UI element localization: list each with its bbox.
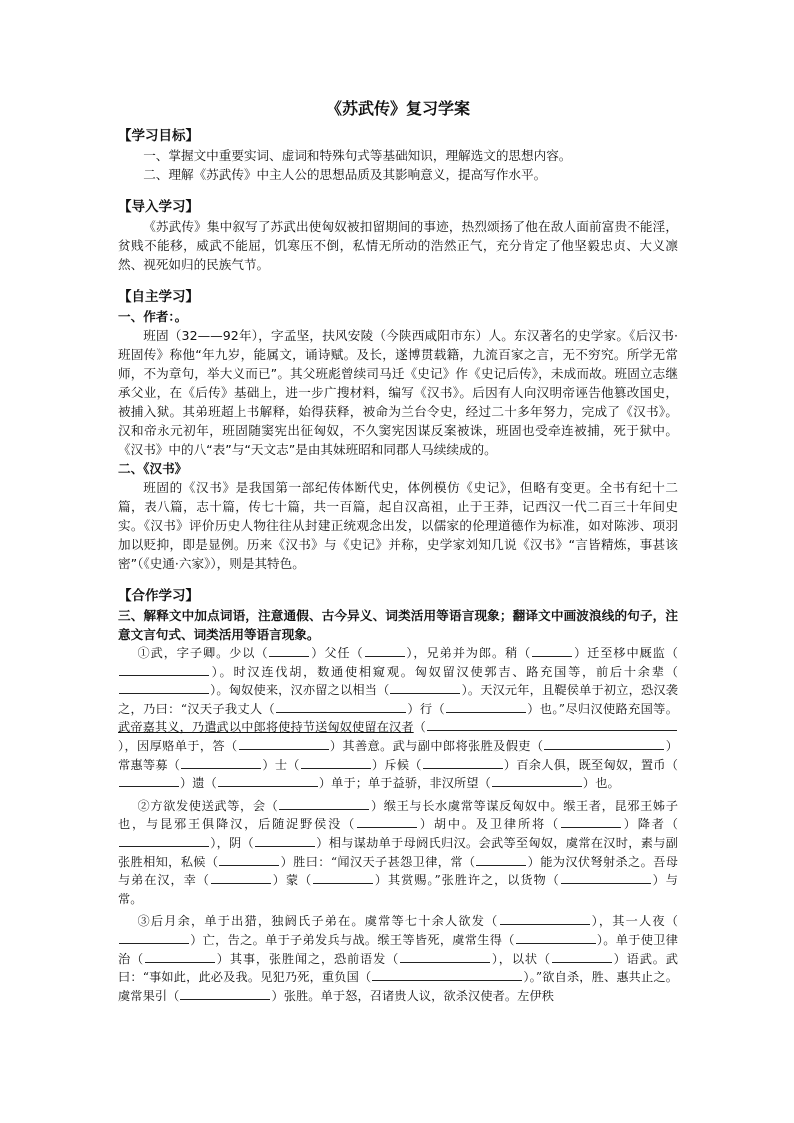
passage-2: ②方欲发使送武等，会（ ）缑王与长水虞常等谋反匈奴中。缑王者，昆邪王姊子也，与昆邪王俱降汉，后随浞野侯没（ ）胡中。及卫律所将（ ）降者（），阴（ ）相与谋劫单于母阏氏归汉。会武等至匈奴，虞常在汉时，素与副张胜相知，私候（ ）胜曰：“闻汉天子甚怨卫律，常（ ）能为汉伏弩射杀之。吾母与弟在汉，幸（ ）蒙（ ）其赏赐。”张胜许之，以货物（ ）与常。: [118, 798, 679, 906]
section-header-self-study: 【自主学习】: [118, 289, 199, 305]
passage-1: ①武，字子卿。少以（ ）父任（ ），兄弟并为郎。稍（ ）迁至栘中厩监（）。时汉连伐胡，数通使相窥观。匈奴留汉使郭吉、路充国等，前后十余辈（）。匈奴使来，汉亦留之以相当（ ）。天汉元年，且鞮侯单于初立，恐汉袭之，乃曰：“汉天子我丈人（ ）行（ ）也。”尽归汉使路充国等。武帝嘉其义，乃遣武以中郎将使持节送匈奴使留在汉者（），因厚赂单于，答（ ）其善意。武与副中郎将张胜及假吏（ ）常惠等募（ ）士（ ）斥候（ ）百余人俱，既至匈奴，置币（）遗（ ）单于；单于益骄，非汉所望（ ）也。: [118, 646, 679, 791]
answer-blank[interactable]: [390, 681, 460, 694]
answer-blank[interactable]: [239, 737, 329, 750]
book-heading: 二、《汉书》: [118, 461, 188, 476]
answer-blank[interactable]: [119, 931, 189, 944]
coop-task: 三、解释文中加点词语，注意通假、古今异义、词类活用等语言现象；翻译文中画波浪线的句子，注意文言句式、词类活用等语言现象。: [118, 608, 678, 642]
answer-blank[interactable]: [276, 700, 406, 713]
answer-blank[interactable]: [119, 663, 209, 676]
section-header-goals: 【学习目标】: [118, 128, 199, 144]
intro-paragraph: 《苏武传》集中叙写了苏武出使匈奴被扣留期间的事迹，热烈颂扬了他在敌人面前富贵不能淫，贫贱不能移，威武不能屈，饥寒压不倒，私情无所动的浩然正气，充分肯定了他坚毅忠贞、大义凛然、视死如归的民族气节。: [118, 219, 678, 272]
answer-blank[interactable]: [446, 700, 526, 713]
answer-blank[interactable]: [313, 871, 373, 884]
answer-blank[interactable]: [218, 774, 318, 787]
answer-blank[interactable]: [492, 774, 582, 787]
author-paragraph: 班固（32——92年），字孟坚，扶风安陵（今陕西咸阳市东）人。东汉著名的史学家。《后汉书·班固传》称他“年九岁，能属文，诵诗赋。及长，遂博贯载籍，九流百家之言，无不穷究。所学无常师，不为章句，举大义而已”。其父班彪曾续司马迁《史记》作《史记后传》，未成而故。班固立志继承父业，在《后传》基础上，进一步广搜材料，编写《汉书》。后因有人向汉明帝诬告他篡改国史，被捕入狱。其弟班超上书解释，始得获释，被命为兰台令史，经过二十多年努力，完成了《汉书》。汉和帝永元初年，班固随窦宪出征匈奴，不久窦宪因谋反案被诛，班固也受牵连被捕，死于狱中。《汉书》中的八“表”与“天文志”是由其妹班昭和同郡人马续续成的。: [118, 328, 678, 457]
author-heading: 一、作者：。: [118, 309, 188, 324]
answer-blank[interactable]: [211, 871, 271, 884]
document-title: 《苏武传》复习学案: [325, 99, 470, 118]
document-page: [118, 96, 678, 1005]
answer-blank[interactable]: [180, 987, 270, 1000]
answer-blank[interactable]: [119, 681, 209, 694]
answer-blank[interactable]: [516, 931, 596, 944]
answer-blank[interactable]: [500, 912, 590, 925]
goal-item-1: 一、掌握文中重要实词、虚词和特殊句式等基础知识，理解选文的思想内容。: [143, 148, 572, 163]
section-header-coop: 【合作学习】: [118, 588, 199, 604]
answer-blank[interactable]: [145, 950, 215, 963]
answer-blank[interactable]: [279, 797, 369, 810]
answer-blank[interactable]: [400, 950, 490, 963]
wavy-sentence: 武帝嘉其义，乃遣武以中郎将使持节送匈奴使留在汉者: [118, 720, 414, 735]
answer-blank[interactable]: [532, 644, 572, 657]
answer-blank[interactable]: [365, 644, 405, 657]
goal-item-2: 二、理解《苏武传》中主人公的思想品质及其影响意义，提高写作水平。: [143, 167, 547, 182]
answer-blank[interactable]: [561, 871, 651, 884]
answer-blank[interactable]: [301, 756, 371, 769]
answer-blank[interactable]: [219, 853, 279, 866]
section-header-intro: 【导入学习】: [118, 199, 199, 215]
book-paragraph: 班固的《汉书》是我国第一部纪传体断代史，体例模仿《史记》，但略有变更。全书有纪十二篇，表八篇，志十篇，传七十篇，共一百篇，起自汉高祖，止于王莽，记西汉一代二百三十年间史实。《汉书》评价历史人物往往从封建正统观念出发，以儒家的伦理道德作为标准，如对陈涉、项羽加以贬抑，即是显例。历来《汉书》与《史记》并称，史学家刘知几说《汉书》“言皆精炼，事甚该密”（《史通·六家》），则是其特色。: [118, 480, 678, 571]
answer-blank[interactable]: [372, 968, 522, 981]
answer-blank[interactable]: [552, 950, 612, 963]
answer-blank[interactable]: [544, 737, 664, 750]
answer-blank[interactable]: [181, 756, 261, 769]
answer-blank[interactable]: [357, 815, 417, 828]
answer-blank[interactable]: [269, 644, 309, 657]
answer-blank[interactable]: [255, 834, 315, 847]
answer-blank[interactable]: [561, 815, 621, 828]
answer-blank[interactable]: [427, 718, 677, 731]
answer-blank[interactable]: [119, 774, 179, 787]
answer-blank[interactable]: [119, 834, 209, 847]
answer-blank[interactable]: [476, 853, 526, 866]
answer-blank[interactable]: [423, 756, 503, 769]
passage-3: ③后月余，单于出猎，独阏氏子弟在。虞常等七十余人欲发（ ），其一人夜（）亡，告之。单于子弟发兵与战。缑王等皆死，虞常生得（ ）。单于使卫律治（ ）其事，张胜闻之，恐前语发（ ），以状（ ）语武。武曰：“事如此，此必及我。见犯乃死，重负国（ ）。”欲自杀，胜、惠共止之。虞常果引（ ）张胜。单于怒，召诸贵人议，欲杀汉使者。左伊秩: [118, 914, 679, 1003]
